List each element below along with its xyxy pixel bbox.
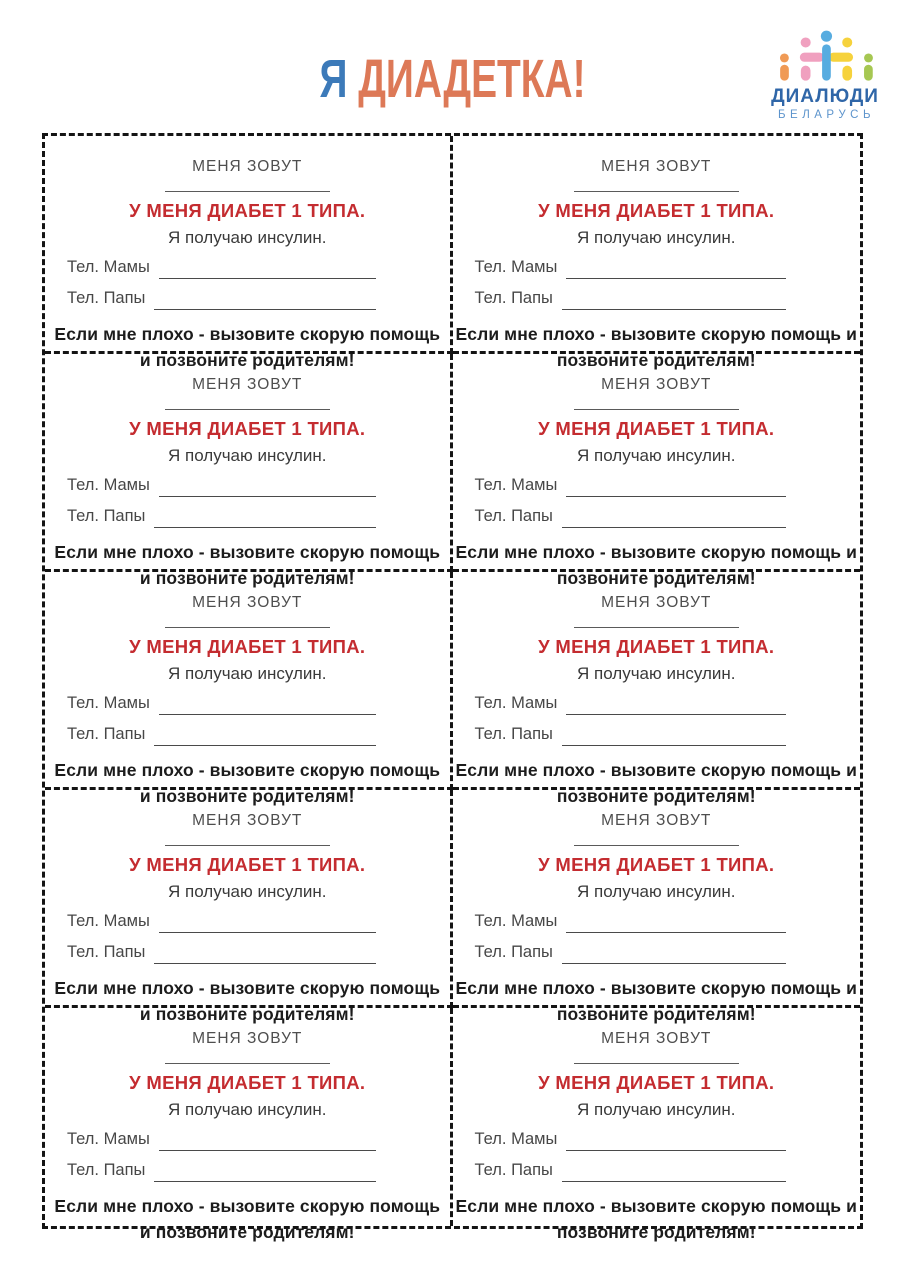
diagnosis-text: У МЕНЯ ДИАБЕТ 1 ТИПА. [129,199,366,221]
phone-dad-blank-line [562,309,786,310]
phone-mom-label: Тел. Мамы [474,912,558,930]
phone-dad-blank-line [154,1181,375,1182]
phone-dad-label: Тел. Папы [67,1160,146,1179]
name-label: МЕНЯ ЗОВУТ [601,812,712,829]
phone-mom-blank-line [159,496,376,497]
warning-line-2: позвоните родителям! [556,568,756,589]
name-blank-line [165,191,330,192]
phone-mom-row [67,694,376,713]
phone-dad-blank-line [154,963,375,964]
insulin-text: Я получаю инсулин. [167,228,327,247]
name-label: МЕНЯ ЗОВУТ [601,594,712,611]
warning-line-1: Если мне плохо - вызовите скорую помощь и [455,1195,857,1216]
name-blank-line [165,627,330,628]
phone-dad-label: Тел. Папы [474,942,553,961]
phone-dad-row [475,725,787,744]
warning-line-1: Если мне плохо - вызовите скорую помощь [54,1195,441,1216]
id-card [45,136,453,371]
name-label: МЕНЯ ЗОВУТ [601,158,712,175]
warning-line-2: и позвоните родителям! [139,568,355,589]
phone-dad-blank-line [154,745,375,746]
phone-mom-blank-line [566,714,786,715]
phone-mom-blank-line [566,932,786,933]
warning-line-2: и позвоните родителям! [139,786,355,807]
diagnosis-text: У МЕНЯ ДИАБЕТ 1 ТИПА. [538,199,775,221]
name-label: МЕНЯ ЗОВУТ [192,812,303,829]
phone-dad-label: Тел. Папы [67,942,146,961]
page-title [127,49,779,109]
phone-mom-row [475,912,787,931]
name-label: МЕНЯ ЗОВУТ [601,1030,712,1047]
name-label: МЕНЯ ЗОВУТ [192,376,303,393]
warning-line-1: Если мне плохо - вызовите скорую помощь и [455,541,857,562]
phone-dad-row [67,1161,376,1180]
logo [767,27,883,122]
phone-mom-blank-line [159,1150,376,1151]
insulin-text: Я получаю инсулин. [576,882,736,901]
diagnosis-text: У МЕНЯ ДИАБЕТ 1 ТИПА. [129,853,366,875]
diagnosis-text: У МЕНЯ ДИАБЕТ 1 ТИПА. [129,635,366,657]
phone-dad-blank-line [562,527,786,528]
logo-name: ДИАЛЮДИ [771,86,879,107]
id-card [45,572,453,807]
warning-line-2: позвоните родителям! [556,786,756,807]
insulin-text: Я получаю инсулин. [167,1100,327,1119]
phone-mom-row [67,476,376,495]
phone-mom-label: Тел. Мамы [474,694,558,712]
diagnosis-text: У МЕНЯ ДИАБЕТ 1 ТИПА. [538,635,775,657]
insulin-text: Я получаю инсулин. [576,1100,736,1119]
diagnosis-text: У МЕНЯ ДИАБЕТ 1 ТИПА. [129,417,366,439]
phone-mom-row [475,694,787,713]
phone-mom-row [475,476,787,495]
phone-mom-label: Тел. Мамы [67,694,150,712]
id-card [453,136,861,371]
title-part-1: Я [319,49,348,109]
phone-mom-label: Тел. Мамы [67,476,150,494]
phone-dad-blank-line [562,963,786,964]
name-blank-line [165,845,330,846]
diagnosis-text: У МЕНЯ ДИАБЕТ 1 ТИПА. [129,1071,366,1093]
warning-line-2: и позвоните родителям! [139,350,355,371]
phone-dad-row [475,289,787,308]
phone-dad-label: Тел. Папы [67,506,146,525]
phone-mom-row [67,258,376,277]
phone-mom-blank-line [159,714,376,715]
diagnosis-text: У МЕНЯ ДИАБЕТ 1 ТИПА. [538,853,775,875]
page-header [0,0,905,133]
card-grid [42,133,863,1243]
warning-line-1: Если мне плохо - вызовите скорую помощь и [455,759,857,780]
diagnosis-text: У МЕНЯ ДИАБЕТ 1 ТИПА. [538,1071,775,1093]
phone-mom-label: Тел. Мамы [67,258,150,276]
name-label: МЕНЯ ЗОВУТ [601,376,712,393]
name-blank-line [574,409,739,410]
phone-dad-label: Тел. Папы [474,724,553,743]
warning-text [453,1193,861,1246]
phone-dad-blank-line [154,527,375,528]
name-blank-line [574,1063,739,1064]
phone-dad-row [475,943,787,962]
phone-dad-row [67,289,376,308]
warning-line-1: Если мне плохо - вызовите скорую помощь [54,323,441,344]
warning-line-2: позвоните родителям! [556,1004,756,1025]
name-label: МЕНЯ ЗОВУТ [192,158,303,175]
warning-line-1: Если мне плохо - вызовите скорую помощь [54,541,441,562]
phone-mom-row [67,912,376,931]
insulin-text: Я получаю инсулин. [576,446,736,465]
name-blank-line [574,191,739,192]
phone-dad-label: Тел. Папы [474,288,553,307]
warning-line-1: Если мне плохо - вызовите скорую помощь и [455,323,857,344]
phone-mom-label: Тел. Мамы [67,912,150,930]
name-blank-line [165,1063,330,1064]
id-card [45,790,453,1025]
phone-dad-label: Тел. Папы [67,288,146,307]
insulin-text: Я получаю инсулин. [167,664,327,683]
phone-dad-row [67,943,376,962]
warning-line-1: Если мне плохо - вызовите скорую помощь и [455,977,857,998]
insulin-text: Я получаю инсулин. [576,228,736,247]
phone-mom-row [67,1130,376,1149]
warning-line-2: и позвоните родителям! [139,1004,355,1025]
warning-text [45,1193,450,1246]
warning-line-1: Если мне плохо - вызовите скорую помощь [54,759,441,780]
phone-dad-label: Тел. Папы [474,1160,553,1179]
phone-mom-label: Тел. Мамы [474,476,558,494]
logo-subtitle: БЕЛАРУСЬ [777,109,875,121]
phone-mom-label: Тел. Мамы [67,1130,150,1148]
phone-dad-label: Тел. Папы [67,724,146,743]
warning-line-2: позвоните родителям! [556,1222,756,1243]
phone-dad-blank-line [154,309,375,310]
id-card [45,1008,453,1243]
phone-dad-blank-line [562,1181,786,1182]
insulin-text: Я получаю инсулин. [167,446,327,465]
phone-dad-row [67,725,376,744]
phone-mom-label: Тел. Мамы [474,1130,558,1148]
id-card [453,354,861,589]
phone-dad-row [475,507,787,526]
phone-mom-blank-line [159,932,376,933]
name-label: МЕНЯ ЗОВУТ [192,594,303,611]
diagnosis-text: У МЕНЯ ДИАБЕТ 1 ТИПА. [538,417,775,439]
phone-mom-blank-line [159,278,376,279]
insulin-text: Я получаю инсулин. [167,882,327,901]
warning-line-1: Если мне плохо - вызовите скорую помощь [54,977,441,998]
name-blank-line [574,627,739,628]
id-card [453,790,861,1025]
insulin-text: Я получаю инсулин. [576,664,736,683]
logo-people-icon [773,27,877,85]
phone-mom-blank-line [566,1150,786,1151]
title-part-2: ДИАДЕТКА! [347,49,586,109]
phone-mom-label: Тел. Мамы [474,258,558,276]
id-card [453,572,861,807]
phone-dad-row [475,1161,787,1180]
id-card [453,1008,861,1243]
id-card [45,354,453,589]
name-blank-line [165,409,330,410]
name-blank-line [574,845,739,846]
warning-line-2: и позвоните родителям! [139,1222,355,1243]
phone-mom-row [475,1130,787,1149]
warning-line-2: позвоните родителям! [556,350,756,371]
phone-mom-row [475,258,787,277]
name-label: МЕНЯ ЗОВУТ [192,1030,303,1047]
phone-mom-blank-line [566,278,786,279]
phone-dad-row [67,507,376,526]
phone-dad-label: Тел. Папы [474,506,553,525]
phone-dad-blank-line [562,745,786,746]
phone-mom-blank-line [566,496,786,497]
